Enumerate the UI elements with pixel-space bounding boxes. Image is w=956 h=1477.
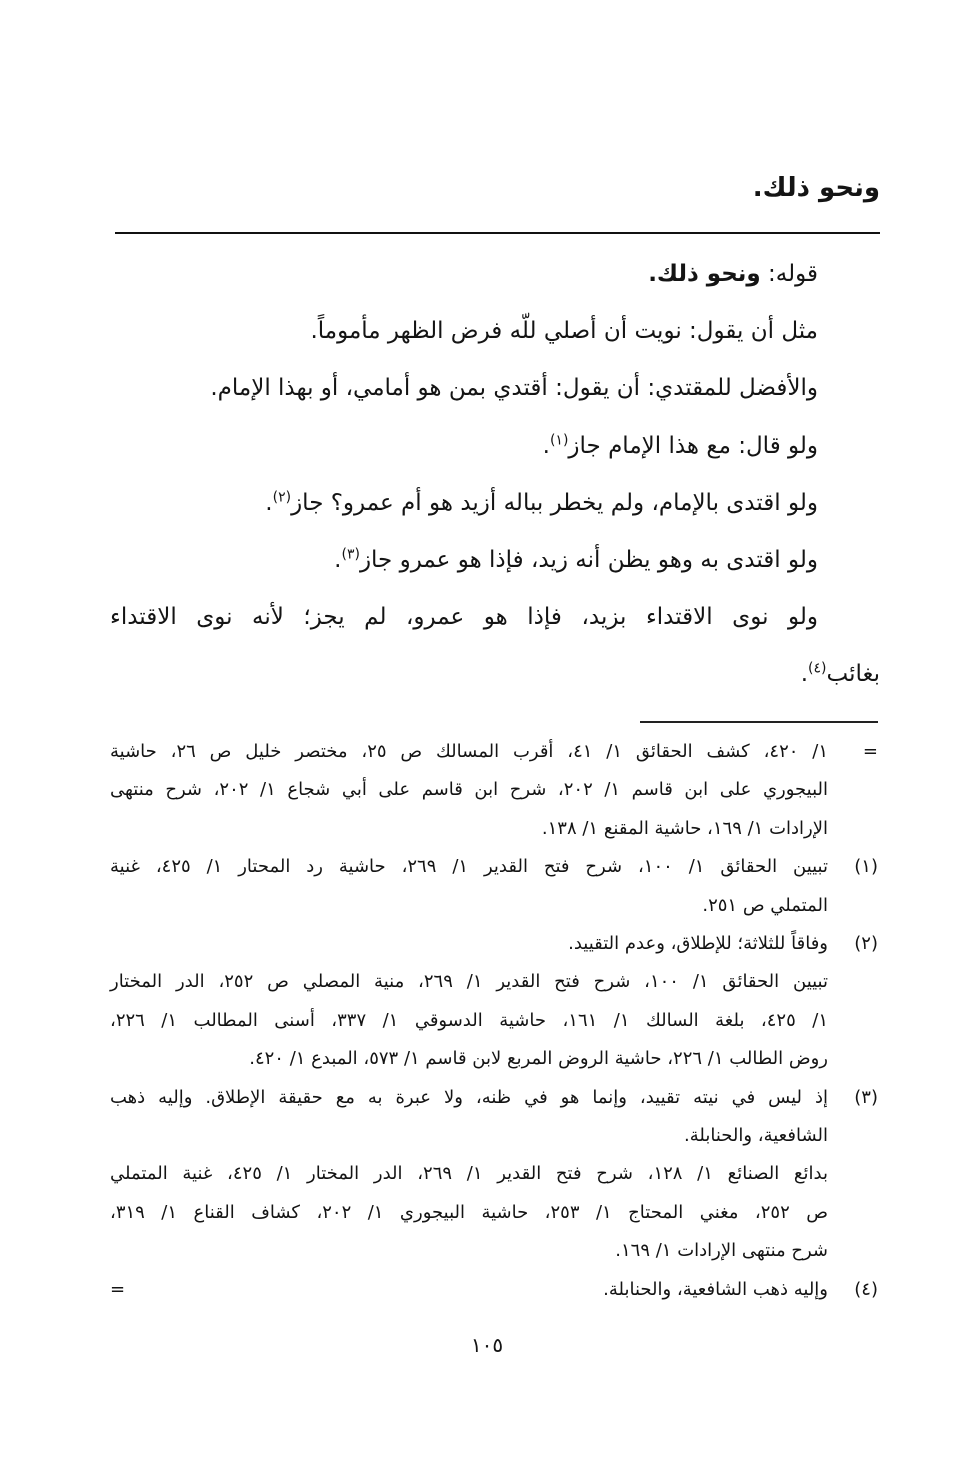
body-punct: .	[265, 489, 273, 516]
footnote-line: ١/ ٤٢٠، كشف الحقائق ١/ ٤١، أقرب المسالك ص ٢٥، مختصر خليل ص ٢٦، حاشية	[110, 741, 829, 762]
quoted-phrase: ونحو ذلك.	[648, 261, 761, 287]
main-text	[110, 246, 880, 704]
footnote-number: (٢)	[854, 933, 878, 955]
body-text-run: ولو اقتدى به وهو يظن أنه زيد، فإذا هو عمرو جاز	[359, 547, 818, 574]
footnote-body	[110, 733, 828, 848]
footnote-line: ص ٢٥٢، مغني المحتاج ١/ ٢٥٣، حاشية البيجوري ١/ ٢٠٢، كشاف القناع ١/ ٣١٩،	[110, 1201, 828, 1223]
footnote-3	[110, 1079, 878, 1271]
footnote-ref: (٤)	[808, 660, 827, 677]
footnote-body	[110, 925, 828, 1079]
footnote-2	[110, 925, 878, 1079]
body-line: مثل أن يقول: نويت أن أصلي للّه فرض الظهر مأموماً.	[310, 318, 818, 345]
footnote-divider	[640, 721, 878, 723]
body-line: ولو نوى الاقتداء بزيد، فإذا هو عمرو، لم يجز؛ لأنه نوى الاقتداء	[110, 604, 818, 631]
footnote-line: الشافعية، والحنابلة.	[684, 1125, 828, 1147]
running-heading: ونحو ذلك.	[752, 173, 880, 203]
body-punct: .	[542, 432, 550, 459]
footnote-line: ١/ ٤٢٥، بلغة السالك ١/ ١٦١، حاشية الدسوقي ١/ ٣٣٧، أسنى المطالب ١/ ٢٢٦،	[110, 1009, 828, 1031]
footnote-1	[110, 848, 878, 925]
footnote-4	[110, 1271, 878, 1309]
footnote-body	[110, 848, 828, 925]
footnote-line: المتملي ص ٢٥١.	[702, 894, 828, 916]
footnote-line: وإليه ذهب الشافعية، والحنابلة.	[603, 1278, 828, 1300]
body-line	[110, 418, 880, 475]
body-text-run: ولو قال: مع هذا الإمام جاز	[568, 432, 818, 459]
body-punct: .	[334, 547, 342, 574]
continuation-marker: =	[862, 741, 878, 762]
page-number: ١٠٥	[470, 1333, 504, 1357]
footnote-number: (١)	[854, 856, 878, 878]
footnote-line: البيجوري على ابن قاسم ١/ ٢٠٢، شرح ابن قاسم على أبي شجاع ١/ ٢٠٢، شرح منتهى	[110, 779, 829, 801]
footnote-continued	[110, 733, 878, 848]
footnote-line: الإرادات ١/ ١٦٩، حاشية المقنع ١/ ١٣٨.	[541, 817, 828, 839]
heading-divider	[115, 232, 880, 234]
footnote-line: تبيين الحقائق ١/ ١٠٠، شرح فتح القدير ١/ ٢٦٩، منية المصلي ص ٢٥٢، الدر المختار	[110, 971, 829, 993]
footnote-number: (٣)	[854, 1086, 878, 1108]
footnote-number: (٤)	[854, 1278, 878, 1300]
footnote-line: شرح منتهى الإرادات ١/ ١٦٩.	[615, 1240, 828, 1262]
footnotes	[110, 733, 878, 1309]
body-text-run: بغائب	[826, 661, 880, 688]
footnote-line: بدائع الصنائع ١/ ١٢٨، شرح فتح القدير ١/ ٢٦٩، الدر المختار ١/ ٤٢٥، غنية المتملي	[110, 1163, 828, 1185]
footnote-line: وفاقاً للثلاثة؛ للإطلاق، وعدم التقييد.	[568, 933, 828, 955]
footnote-line: تبيين الحقائق ١/ ١٠٠، شرح فتح القدير ١/ ٢٦٩، حاشية رد المحتار ١/ ٤٢٥، غنية	[110, 856, 828, 878]
continues-marker: =	[110, 1278, 126, 1300]
body-text-run: ولو اقتدى بالإمام، ولم يخطر بباله أزيد هو أم عمرو؟ جاز	[291, 489, 818, 516]
body-line	[110, 532, 880, 589]
footnote-ref: (٣)	[341, 546, 360, 563]
footnote-ref: (١)	[549, 431, 569, 448]
footnote-ref: (٢)	[272, 489, 292, 506]
body-line	[110, 475, 880, 532]
body-punct: .	[800, 661, 809, 688]
body-line	[110, 646, 880, 703]
footnote-body	[110, 1079, 828, 1271]
body-line	[110, 246, 880, 303]
footnote-line: إذ ليس في نيته تقييد، وإنما هو في ظنه، ولا عبرة به مع حقيقة الإطلاق. وإليه ذهب	[110, 1086, 828, 1108]
footnote-line: روض الطالب ١/ ٢٢٦، حاشية الروض المربع لابن قاسم ١/ ٥٧٣، المبدع ١/ ٤٢٠.	[249, 1048, 828, 1070]
footnote-body	[110, 1271, 828, 1309]
body-line: والأفضل للمقتدي: أن يقول: أقتدي بمن هو أمامي، أو بهذا الإمام.	[210, 375, 818, 402]
quote-lead: قوله:	[760, 261, 818, 287]
